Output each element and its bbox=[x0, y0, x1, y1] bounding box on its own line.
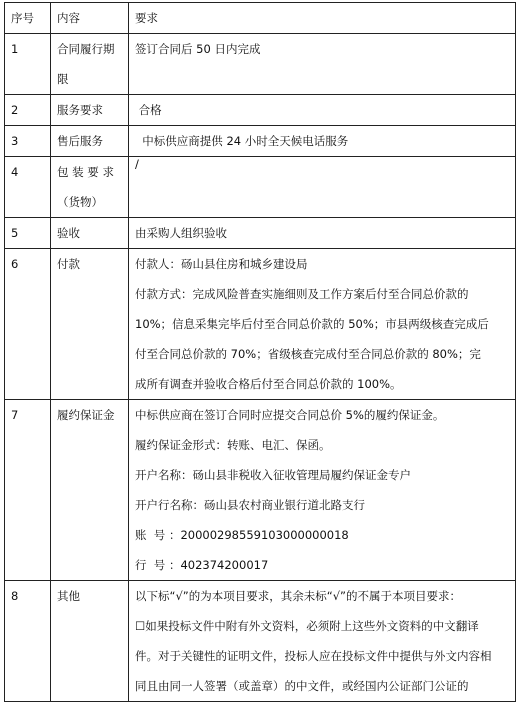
requirement-line: 以下标“√”的为本项目要求，其余未标“√”的不属于本项目要求： bbox=[135, 589, 461, 603]
row-number: 6 bbox=[5, 249, 51, 400]
row-number: 7 bbox=[5, 400, 51, 581]
table-row bbox=[5, 126, 516, 157]
row-requirement bbox=[129, 400, 516, 581]
row-number: 4 bbox=[5, 157, 51, 218]
row-number: 2 bbox=[5, 95, 51, 126]
row-item-label: 合同履行期限 bbox=[57, 42, 115, 86]
row-item-label: 包 装 要 求（货物） bbox=[57, 165, 114, 209]
table-row bbox=[5, 157, 516, 218]
requirement-line: 同且由同一人签署（或盖章）的中文件，或经国内公证部门公证的 bbox=[135, 679, 469, 693]
table-row bbox=[5, 581, 516, 702]
requirement-line: ☐如果投标文件中附有外文资料，必须附上这些外文资料的中文翻译 bbox=[135, 619, 479, 633]
requirement-line: 履约保证金形式：转账、电汇、保函。 bbox=[135, 438, 331, 452]
row-requirement: 合格 bbox=[129, 95, 516, 126]
row-item: 其他 bbox=[51, 581, 129, 702]
table-row bbox=[5, 34, 516, 95]
row-requirement bbox=[129, 249, 516, 400]
table-row bbox=[5, 218, 516, 249]
header-requirement: 要求 bbox=[129, 3, 516, 34]
requirement-line: 中标供应商在签订合同时应提交合同总价 5%的履约保证金。 bbox=[135, 408, 445, 422]
requirement-line: 件。对于关键性的证明文件，投标人应在投标文件中提供与外文内容相 bbox=[135, 649, 492, 663]
requirements-table bbox=[4, 2, 516, 702]
requirement-line: 开户行名称：砀山县农村商业银行道北路支行 bbox=[135, 498, 365, 512]
header-content: 内容 bbox=[51, 3, 129, 34]
row-number: 1 bbox=[5, 34, 51, 95]
table-header-row bbox=[5, 3, 516, 34]
requirement-line: 10%；信息采集完毕后付至合同总价款的 50%；市县两级核查完成后 bbox=[135, 317, 489, 331]
table-row bbox=[5, 249, 516, 400]
row-item: 售后服务 bbox=[51, 126, 129, 157]
row-item: 服务要求 bbox=[51, 95, 129, 126]
row-item bbox=[51, 34, 129, 95]
row-item: 履约保证金 bbox=[51, 400, 129, 581]
row-item bbox=[51, 157, 129, 218]
row-requirement: 签订合同后 50 日内完成 bbox=[129, 34, 516, 95]
row-number: 3 bbox=[5, 126, 51, 157]
requirement-line: 付款方式：完成风险普查实施细则及工作方案后付至合同总价款的 bbox=[135, 287, 469, 301]
row-number: 5 bbox=[5, 218, 51, 249]
requirement-line: 开户名称：砀山县非税收入征收管理局履约保证金专户 bbox=[135, 468, 411, 482]
table-row bbox=[5, 400, 516, 581]
requirement-line: 付款人：砀山县住房和城乡建设局 bbox=[135, 257, 308, 271]
requirement-line: 付至合同总价款的 70%；省级核查完成付至合同总价款的 80%；完 bbox=[135, 347, 481, 361]
table-row bbox=[5, 95, 516, 126]
requirement-line: 行 号 ：402374200017 bbox=[135, 558, 269, 572]
requirement-line: 账 号 ：20000298559103000000018 bbox=[135, 528, 349, 542]
header-seq: 序号 bbox=[5, 3, 51, 34]
row-requirement: 由采购人组织验收 bbox=[129, 218, 516, 249]
row-item: 验收 bbox=[51, 218, 129, 249]
row-requirement: / bbox=[129, 157, 516, 218]
row-item: 付款 bbox=[51, 249, 129, 400]
row-requirement bbox=[129, 581, 516, 702]
row-number: 8 bbox=[5, 581, 51, 702]
requirement-line: 成所有调查并验收合格后付至合同总价款的 100%。 bbox=[135, 377, 402, 391]
row-requirement: 中标供应商提供 24 小时全天候电话服务 bbox=[129, 126, 516, 157]
